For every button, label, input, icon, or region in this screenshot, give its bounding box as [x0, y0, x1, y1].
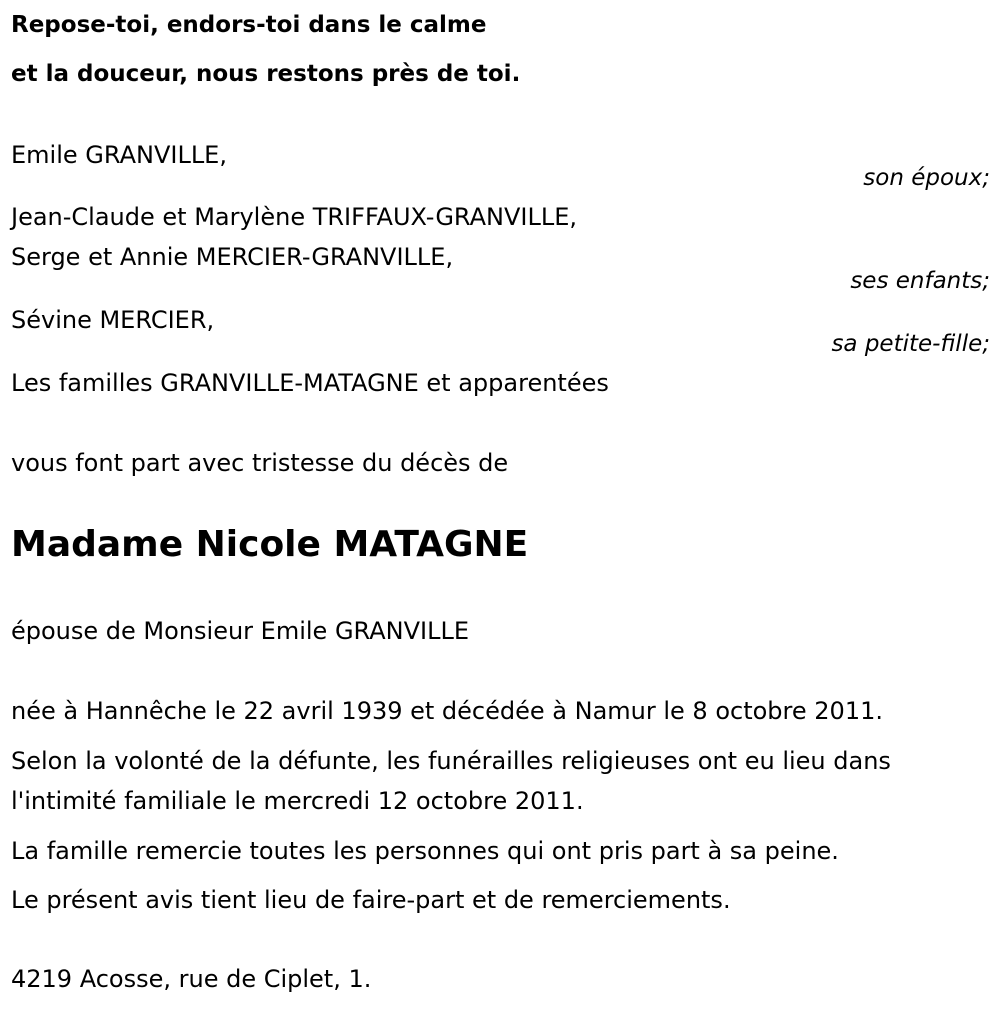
epigraph-line-1: Repose-toi, endors-toi dans le calme [11, 12, 487, 38]
deceased-name: Madame Nicole MATAGNE [11, 524, 529, 565]
grandchild-name: Sévine MERCIER, [11, 306, 215, 334]
epigraph-line-2: et la douceur, nous restons près de toi. [11, 61, 521, 87]
spouse-of-text: épouse de Monsieur Emile GRANVILLE [11, 617, 470, 645]
funeral-text-line-1: Selon la volonté de la défunte, les funérailles religieuses ont eu lieu dans [11, 747, 891, 775]
child-name-1: Jean-Claude et Marylène TRIFFAUX-GRANVILLE, [11, 203, 578, 231]
announcement-text: vous font part avec tristesse du décès de [11, 449, 509, 477]
children-role: ses enfants; [850, 268, 990, 294]
extended-families: Les familles GRANVILLE-MATAGNE et apparentées [11, 369, 609, 397]
child-name-2: Serge et Annie MERCIER-GRANVILLE, [11, 243, 454, 271]
thanks-text: La famille remercie toutes les personnes qui ont pris part à sa peine. [11, 837, 839, 865]
funeral-text-line-2: l'intimité familiale le mercredi 12 octobre 2011. [11, 787, 584, 815]
spouse-name: Emile GRANVILLE, [11, 141, 227, 169]
address-text: 4219 Acosse, rue de Ciplet, 1. [11, 965, 372, 993]
spouse-role: son époux; [863, 165, 990, 191]
grandchild-role: sa petite-fille; [831, 331, 990, 357]
birth-death-text: née à Hannêche le 22 avril 1939 et décédée à Namur le 8 octobre 2011. [11, 697, 883, 725]
notice-text: Le présent avis tient lieu de faire-part et de remerciements. [11, 886, 731, 914]
